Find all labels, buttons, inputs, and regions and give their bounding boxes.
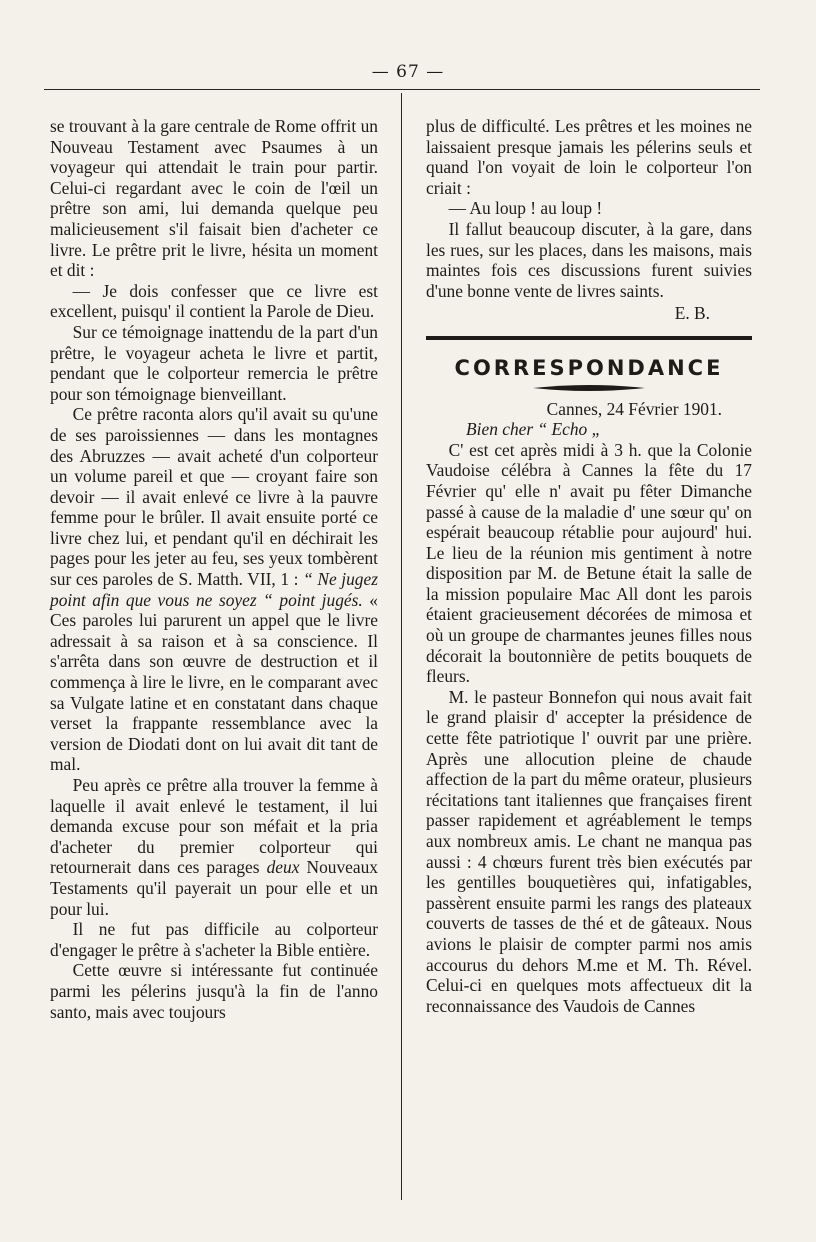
text: Peu après ce prêtre alla trouver la femme à laquelle il avait enlevé le testament, il lui demanda excuse pour son méfait et la pria d'acheter du premier colporteur qui retournerait dans ces parages: [50, 775, 378, 878]
emphasis: deux: [266, 857, 300, 878]
text: « Ces paroles lui parurent un appel que le livre adressait à sa raison et à sa conscience. Il s'arrêta dans son œuvre de destruction et il commença à lire le livre, en le comparant avec sa Vulgate latine et en constatant dans chaque verset la frappante ressemblance avec la version de Diodati dont on lui avait dit tant de mal.: [50, 589, 378, 775]
paragraph: — Au loup ! au loup !: [448, 198, 603, 219]
paragraph: — Je dois confesser que ce livre est excellent, puisqu' il contient la Parole de Dieu.: [50, 280, 378, 322]
ornament-divider-icon: [529, 383, 649, 393]
dateline: Cannes, 24 Février 1901.: [546, 398, 722, 419]
column-divider: [401, 93, 402, 1200]
header-rule: [44, 89, 760, 90]
page-number: — 67 —: [371, 62, 445, 82]
salutation: Bien cher “ Echo „: [466, 419, 602, 440]
left-column: [50, 116, 378, 1022]
paragraph: [50, 404, 378, 775]
section-rule: [426, 336, 752, 340]
right-column: [426, 116, 752, 1016]
paragraph: C' est cet après midi à 3 h. que la Colonie Vaudoise célébra à Cannes la fête du 17 Février qu' elle n' avait pu fêter Dimanche passé à cause de la maladie d' une sœur qu' on espérait beaucoup rétablie pour aujourd' hui. Le lieu de la réunion mis gentiment à notre disposition par M. de Betune était la salle de la mission populaire Mac All dont les parois étaient gracieusement décorées de mimosa et où un groupe de charmantes jeunes filles nous décorait la boutonnière de petits bouquets de fleurs.: [426, 439, 752, 687]
paragraph: plus de difficulté. Les prêtres et les moines ne laissaient presque jamais les pélerins seuls et quand l'on voyait de loin le colporteur l'on criait :: [426, 116, 752, 198]
paragraph: Sur ce témoignage inattendu de la part d'un prêtre, le voyageur acheta le livre et partit, pendant que le colporteur remercia le prêtre pour son témoignage bienveillant.: [50, 321, 378, 404]
paragraph: M. le pasteur Bonnefon qui nous avait fait le grand plaisir d' accepter la présidence de cette fête patriotique l' ouvrit par une prière. Après une allocution pleine de chaude affection de la part du même orateur, plusieurs récitations tant italiennes que françaises firent passer rapidement et agréablement le temps aux nombreux amis. Le chant ne manqua pas aussi : 4 chœurs furent très bien exécutés par les gentilles bouquetières qui, infatigables, passèrent ensuite parmi les rangs des plateaux couverts de tasses de thé et de gâteaux. Nous avions le plaisir de compter parmi nos amis accourus du dehors M.me et M. Th. Rével. Celui-ci en quelques mots affectueux dit la reconnaissance des Vaudois de Cannes: [426, 686, 752, 1016]
text: Ce prêtre raconta alors qu'il avait su qu'une de ses paroissiennes — dans les montagnes des Abruzzes — avait acheté d'un colporteur un volume pareil et que — croyant faire son devoir — il avait enlevé ce livre à la pauvre femme pour le brûler. Il avait ensuite porté ce livre chez lui, et pendant qu'il en déchirait les pages pour les jeter au feu, ses yeux tombèrent sur ces paroles de S. Matth. VII, 1 :: [50, 404, 378, 590]
paragraph: [50, 775, 378, 919]
section-heading: CORRESPONDANCE: [454, 355, 724, 380]
paragraph: Il fallut beaucoup discuter, à la gare, dans les rues, sur les places, dans les maisons, mais maintes fois ces discussions furent suivies d'une bonne vente de livres saints.: [426, 218, 752, 301]
bible-quote: “ Ne jugez point afin que vous ne soyez “ point jugés.: [50, 569, 378, 610]
paragraph: Cette œuvre si intéressante fut continuée parmi les pélerins jusqu'à la fin de l'anno santo, mais avec toujours: [50, 960, 378, 1022]
paragraph: Il ne fut pas difficile au colporteur d'engager le prêtre à s'acheter la Bible entière.: [50, 919, 378, 960]
signature: E. B.: [674, 303, 710, 324]
text: Nouveaux Testaments qu'il payerait un pour elle et un pour lui.: [50, 857, 378, 919]
paragraph: se trouvant à la gare centrale de Rome offrit un Nouveau Testament avec Psaumes à un voyageur qui attendait le train pour partir. Celui-ci regardant avec le coin de l'œil un prêtre son ami, lui demanda quelque peu malicieusement s'il faisait bien d'acheter ce livre. Le prêtre prit le livre, hésita un moment et dit :: [50, 116, 378, 281]
